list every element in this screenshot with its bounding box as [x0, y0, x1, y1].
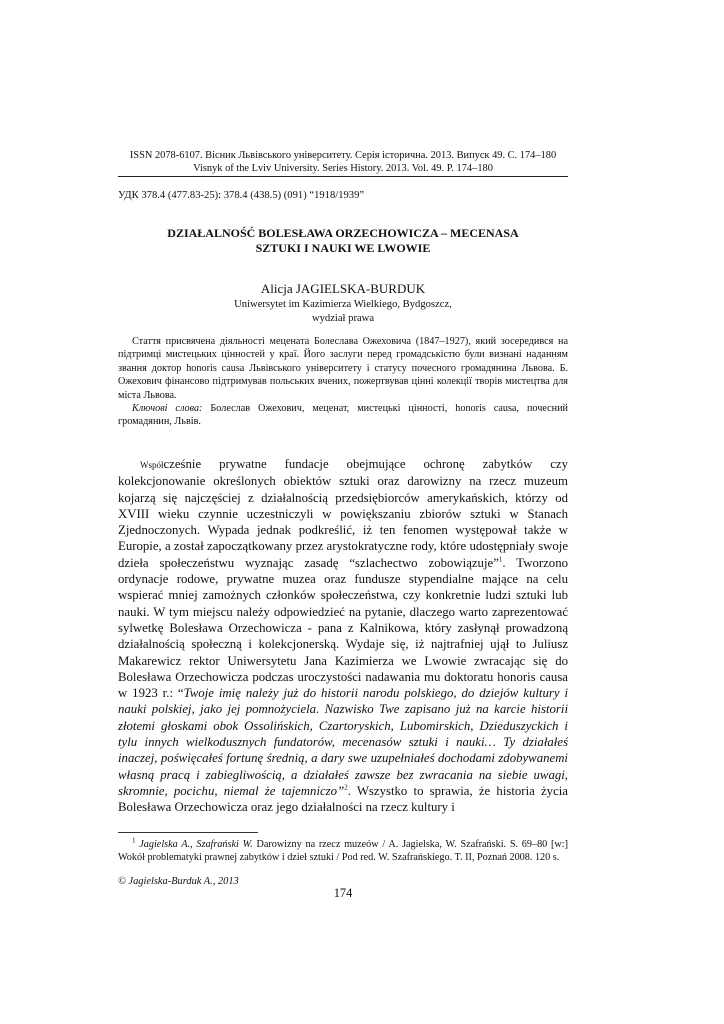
- abstract: [118, 335, 568, 429]
- affiliation: [118, 298, 568, 326]
- abstract-text: Стаття присвячена діяльності мецената Болеслава Ожеховича (1847–1927), який зосередився на підтримці мистецьких цінностей у краї. Його заслуги перед громадськістю були визнані наданням звання доктор honoris causa Львівського університету і статусу почесного громадянина Львова. Б. Ожехович фінансово підтримував польських вчених, пожертвував цінні колекції творів мистецтва для міста Львова.: [118, 336, 568, 401]
- affiliation-line-2: wydział prawa: [311, 313, 375, 324]
- page-number: 174: [333, 886, 353, 900]
- body-part-2: . Tworzono ordynacje rodowe, prywatne muzea oraz fundusze stypendialne mające na celu wspierać mniej zamożnych członków społeczeństwa, czy konkretnie ludzi sztuki lub nauki. W tym miejscu należy odpowiedzieć na pytanie, dlaczego warto zaprezentować sylwetkę Bolesława Orzechowicza - pana z Kalnikowa, który zasłynął prowadzoną działalnością społeczną i kolekcjonerską. Wydaje się, iż najtrafniej ujął to Juliusz Makarewicz rektor Uniwersytetu Jana Kazimierza we Lwowie zwracając się do Bolesława Orzechowicza podczas uroczystości nadawania mu doktoratu honoris causa w 1923 r.: “: [118, 555, 568, 701]
- body-part-3: . Wszystko to sprawia, że historia życia Bolesława Orzechowicza oraz jego działalności na rzecz kultury i: [118, 783, 568, 815]
- article-title: [118, 226, 568, 256]
- lead-small-text: Współ: [140, 460, 164, 470]
- keywords-list: Болеслав Ожехович, меценат, мистецькі цінності, honoris causa, почесний громадянин, Львів.: [118, 403, 568, 428]
- keywords: [118, 402, 568, 429]
- footnote-authors: Jagielska A., Szafrański W.: [139, 839, 253, 850]
- body-text: [118, 456, 568, 816]
- quote-close: ”: [337, 783, 345, 798]
- author-name: Alicja JAGIELSKA-BURDUK: [260, 281, 426, 296]
- copyright: © Jagielska-Burduk A., 2013: [118, 876, 239, 887]
- header-rule: [118, 176, 568, 177]
- footnote-mark: 1: [132, 836, 136, 845]
- article-title-line-1: DZIAŁALNOŚĆ BOLESŁAWA ORZECHOWICZA – MECENASA: [167, 226, 519, 240]
- udk-code: УДК 378.4 (477.83-25): 378.4 (438.5) (091) “1918/1939”: [118, 190, 365, 201]
- quote-text: Twoje imię należy już do historii narodu polskiego, do dziejów kultury i nauki polskiej, jako jej pomnożyciela. Nazwisko Twe zapisano już na karcie historii złotemi głoskami obok Ossolińskich, Czartoryskich, Lubomirskich, Dzieduszyckich i tylu innych wielkodusznych fundatorów, mecenasów sztuki i nauki… Ty działałeś inaczej, poświęcałeś fortunę średnią, a dary swe uzupełniałeś dochodami zdobywanemi własną pracą i zabiegliwością, a działałeś zawsze bez zwracania na siebie uwagi, skromnie, pocichu, niemal że tajemniczo: [118, 686, 568, 798]
- journal-header: [118, 149, 568, 175]
- body-part-1: cześnie prywatne fundacje obejmujące ochronę zabytków czy kolekcjonowanie określonych obiektów sztuki oraz darowizny na rzecz muzeum kojarzą się najczęściej z działalnością przedsiębiorców amerykańskich, którzy od XVIII wieku czynnie uczestniczyli w powiększaniu zbiorów sztuki w Stanach Zjednoczonych. Wypada jednak podkreślić, iż ten fenomen występował także w Europie, a został zapoczątkowany przez arystokratyczne rody, które udostępniały swoje dzieła społeczeństwu wyznając zasadę “szlachectwo zobowiązuje”: [118, 457, 568, 570]
- footnote-text: Darowizny na rzecz muzeów / A. Jagielska, W. Szafrański. S. 69–80 [w:] Wokół problematyki prawnej zabytków i dzieł sztuki / Pod red. W. Szafrańskiego. T. II, Poznań 2008. 120 s.: [118, 839, 569, 864]
- keywords-label: Ключові слова:: [132, 403, 203, 415]
- affiliation-line-1: Uniwersytet im Kazimierza Wielkiego, Bydgoszcz,: [234, 299, 452, 310]
- footnote-rule: [118, 832, 258, 833]
- journal-header-line-1: ISSN 2078-6107. Вісник Львівського університету. Серія історична. 2013. Випуск 49. С. 174–180: [129, 150, 557, 161]
- journal-header-line-2: Visnyk of the Lviv University. Series History. 2013. Vol. 49. P. 174–180: [193, 163, 493, 174]
- footnote-ref-2: 2: [344, 783, 348, 792]
- footnote: [118, 838, 568, 864]
- body-paragraph: [118, 456, 568, 816]
- footnote-1: [118, 838, 568, 864]
- footnote-ref-1: 1: [498, 555, 503, 564]
- article-title-line-2: SZTUKI I NAUKI WE LWOWIE: [255, 241, 431, 255]
